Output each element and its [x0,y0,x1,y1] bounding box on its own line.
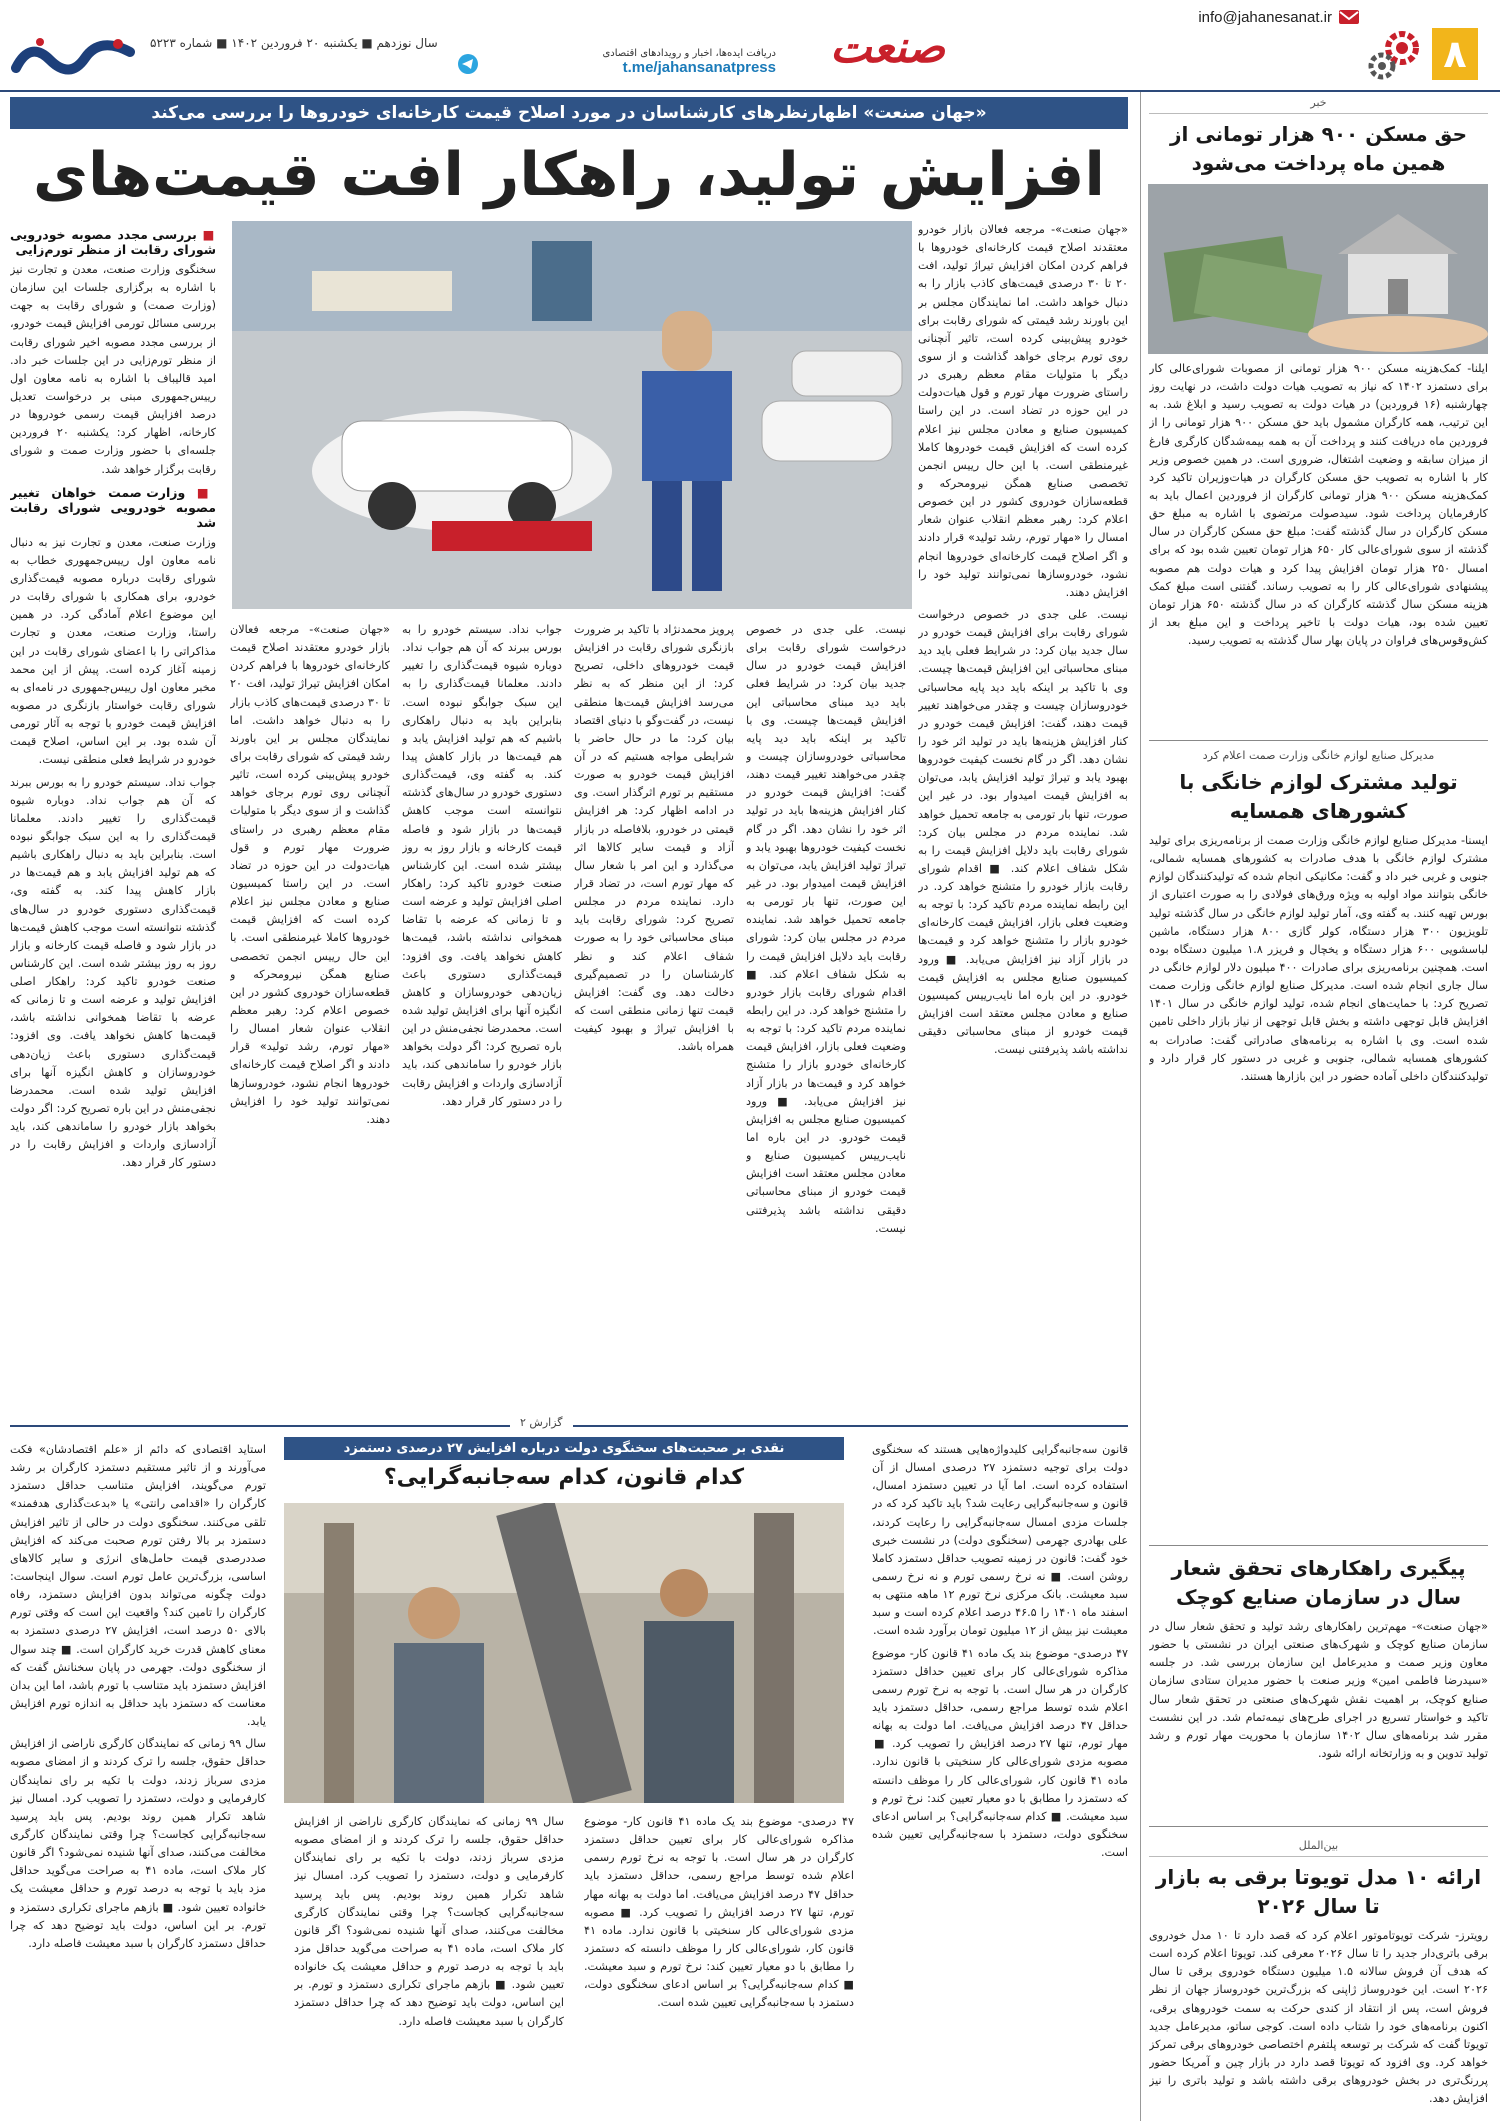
email-icon [1338,8,1360,26]
wage-report [10,1416,1128,2115]
story-toyota-text: رویترز- شرکت تویوتاموتور اعلام کرد که قصد دارد تا ۱۰ مدل خودروی برقی باتری‌دار جدید را تا سال ۲۰۲۶ معرفی کند. تویوتا اعلام کرده است که هدف آن فروش سالانه ۱.۵ میلیون دستگاه خودروی برقی تا سال ۲۰۲۶ است. این خودروساز ژاپنی که بزرگ‌ترین خودروساز جهان از نظر فروش است، پس از انتقاد از کندی حرکت به سمت خودروهای برقی، اکنون برنامه‌های خود را شتاب داده است. کوجی ساتو، مدیرعامل جدید تویوتا گفت که شرکت بر توسعه پلتفرم اختصاصی خودروهای برقی تمرکز خواهد کرد. وی افزود که تویوتا قصد دارد در بازار چین و آمریکا حضور پررنگ‌تری در بخش خودروهای برقی داشته باشد و تولید باتری را نیز افزایش دهد. [1149,1929,1488,2106]
article-col-1 [918,221,1128,1451]
article-paragraph: نیست. علی جدی در خصوص درخواست شورای رقابت برای افزایش قیمت خودرو در سال جدید بیان کرد: در شرایط فعلی باید دید مبنای محاسباتی این افزایش قیمت‌ها چیست. وی با تاکید بر اینکه باید دید پایه محاسباتی خودروسازان چیست و چقدر می‌خواهند تغییر قیمت دهند، گفت: افزایش قیمت خودرو در کنار افزایش هزینه‌ها باید در تولید اثر خود را نشان دهد. اگر در گام نخست کیفیت خودروها بهبود یابد و تیراژ تولید افزایش یابد، می‌توان به افزایش قیمت امیدوار بود. در غیر این صورت، تنها بار تورمی به جامعه تحمیل خواهد شد. نماینده مردم در مجلس بیان کرد: شورای رقابت باید دلایل افزایش قیمت را به شکل شفاف اعلام کند. ■ اقدام شورای رقابت بازار خودرو را متشنج خواهد کرد. در این رابطه نماینده مردم تاکید کرد: با توجه به وضعیت فعلی بازار، افزایش قیمت کارخانه‌ای خودرو بازار را متشنج خواهد کرد و قیمت‌ها در بازار آزاد نیز افزایش می‌یابد. ■ ورود کمیسیون صنایع مجلس به افزایش قیمت خودرو. در این باره اما نایب‌رییس کمیسیون صنایع و معادن مجلس معتقد است افزایش قیمت خودرو از مبنای محاسباتی دقیقی نداشته باشد پذیرفتنی نیست. [746,623,906,1235]
telegram-icon[interactable] [458,54,478,74]
email-address[interactable]: info@jahanesanat.ir [1198,8,1332,26]
article-paragraph: پرویز محمدنژاد با تاکید بر ضرورت بازنگری شورای رقابت در افزایش قیمت خودروهای داخلی، تصریح کرد: از این منظر که به نظر می‌رسد افزایش قیمت‌ها منطقی نیست، در گفت‌وگو با دنیای اقتصاد بیان کرد: ما در حال حاضر با شرایطی مواجه هستیم که در آن افزایش قیمت خودرو به صورت مستقیم بر تورم اثرگذار است. وی در ادامه اظهار کرد: هر افزایش قیمتی در خودرو، بلافاصله در بازار آزاد و قیمت سایر کالاها اثر می‌گذارد و این امر با شعار سال که مهار تورم است، در تضاد قرار دارد. نماینده مردم در مجلس تصریح کرد: شورای رقابت باید مبنای محاسباتی خود را به صورت شفاف اعلام کند و نظر کارشناسان را در تصمیم‌گیری دخالت دهد. وی گفت: افزایش قیمت تنها زمانی منطقی است که با افزایش تیراژ و بهبود کیفیت همراه باشد. [574,623,734,1054]
article-paragraph: سخنگوی وزارت صنعت، معدن و تجارت نیز با اشاره به برگزاری جلسات این سازمان (وزارت صمت) و شورای رقابت به جهت بررسی مسائل تورمی افزایش قیمت خودرو، از بررسی مجدد مصوبه اخیر شورای رقابت از منظر تورم‌زایی در این جلسات خبر داد. امید قالیباف با اشاره به نامه معاون اول رییس‌جمهوری مبنی بر درخواست تعدیل درصد افزایش قیمت رسمی خودروها در کارخانه، اظهار کرد: یکشنبه ۲۰ فروردین جلسه‌ای با حضور وزارت صمت و شورای رقابت برگزار خواهد شد. [10,263,216,476]
report-paragraph: ۴۷ درصدی- موضوع بند یک ماده ۴۱ قانون کار- موضوع مذاکره شورای‌عالی کار برای تعیین حداقل دستمزد کارگران در هر سال است. با توجه به نرخ تورم رسمی اعلام شده توسط مراجع رسمی، حداقل دستمزد باید حداقل ۴۷ درصد افزایش می‌یافت. اما دولت به بهانه مهار تورم، تنها ۲۷ درصد افزایش را تصویب کرد. ■ مصوبه مزدی شورای‌عالی کار سنخیتی با قانون ندارد. ماده ۴۱ قانون کار، شورای‌عالی کار را موظف دانسته که دستمزد را مطابق با دو معیار تعیین کند: نرخ تورم و سبد معیشت. ■ کدام سه‌جانبه‌گرایی؟ بر اساس ادعای سخنگوی دولت، دستمزد با سه‌جانبه‌گرایی تعیین شده است. [872,1646,1128,1860]
report-paragraph: قانون سه‌جانبه‌گرایی کلیدواژه‌هایی هستند که سخنگوی دولت برای توجیه دستمزد ۲۷ درصدی امسال از آن استفاده کرده است. اما آیا در تعیین دستمزد امسال، قانون و سه‌جانبه‌گرایی رعایت شد؟ باید تاکید کرد که در جلسات مزدی امسال سه‌جانبه‌گرایی را رعایت کردند، علی بهادری جهرمی (سخنگوی دولت) در نشست خبری خود گفت: قانون در زمینه تصویب حداقل دستمزد کاملا روشن است. ■ نه نرخ رسمی تورم و نه نرخ رسمی سبد معیشت. بانک مرکزی نرخ تورم ۱۲ ماهه منتهی به اسفند ماه ۱۴۰۱ را ۴۶.۵ درصد اعلام کرده است و سبد معیشت نیز بیش از ۱۲ میلیون تومان برآورد شده است. [872,1443,1128,1638]
article-col-3 [574,621,734,1451]
construction-workers-photo [284,1503,844,1803]
report-paragraph: استاید اقتصادی که دائم از «علم اقتصادشان» فکت می‌آورند و از تاثیر مستقیم دستمزد کارگران بر رشد تورم می‌گویند، افزایش متناسب حداقل دستمزد کارگران را «اقدامی رانتی» یا «بدعت‌گذاری هدفمند» تلقی می‌کنند. سخنگوی دولت در حالی از تاثیر افزایش دستمزد بر بالا رفتن تورم صحبت می‌کند که افزایش صددرصدی قیمت حامل‌های انرژی و سایر کالاهای اساسی، بزرگ‌ترین عامل تورم است. سوال اینجاست: دولت چگونه می‌تواند بدون افزایش دستمزد، رفاه کارگران را تامین کند؟ واقعیت این است که وقتی تورم بالای ۵۰ درصد است، افزایش ۲۷ درصدی دستمزد به معنای کاهش قدرت خرید کارگران است. ■ چند سوال از سخنگوی دولت. جهرمی در پایان سخنانش گفت که افزایش دستمزد باید متناسب با تورم باشد، اما این بدان معناست که دستمزد باید حداقل به اندازه تورم افزایش یابد. [10,1443,266,1729]
story-housing-text: ایلنا- کمک‌هزینه مسکن ۹۰۰ هزار تومانی از مصوبات شورای‌عالی کار برای دستمزد ۱۴۰۲ که نیاز به تصویب هیات دولت داشت، در نهایت روز چهارشنبه (۱۶ فروردین) در هیات دولت به تصویب رسید و ابلاغ شد. به این ترتیب، همه کارگران مشمول باید حق مسکن ۹۰۰ هزار تومانی را از فروردین ماه دریافت کنند و پرداخت آن به همه بیمه‌شدگان کارگری فارغ از میزان سابقه و وضعیت اشتغال، ضروری است. در همین خصوص وزیر کار با اشاره به تصویب حق مسکن کارگران در هیات‌وزیران تاکید کرد کمک‌هزینه مسکن ۹۰۰ هزار تومانی کارگران از فروردین اعمال باید به کارفرمایان پرداخت شود. سیدصولت مرتضوی با اشاره به مبلغ حق مسکن کارگران در سال گذشته گفت: مبلغ حق مسکن کارگران در سال گذشته از سوی شورای‌عالی کار ۶۵۰ هزار تومان تعیین شده بود که برای امسال ۲۵۰ هزار تومان افزایش پیدا کرد و هیات دولت هم مصوبه پیشنهادی شورای‌عالی کار را به تصویب رساند. گفتنی است مبلغ کمک هزینه مسکن سال گذشته کارگران که در سال گذشته ۶۵۰ هزار تومان تعیین شده بود، هیات دولت با تاخیر پرداخت و این مبلغ بعد از کش‌وقوس‌های فراوان در پایان بهار سال گذشته به تصویب رسید. [1149,362,1488,648]
page-number: ۸ [1432,28,1478,80]
report-col-2 [584,1813,854,2113]
divider [1149,740,1488,741]
jahan-sanat-logo [10,30,140,84]
news-label: خبر [1149,92,1488,114]
international-label: بین‌الملل [1149,1835,1488,1857]
report-paragraph: سال ۹۹ زمانی که نمایندگان کارگری ناراضی از افزایش حداقل حقوق، جلسه را ترک کردند و از امضای مصوبه مزدی سرباز زدند، دولت با تکیه بر رای نمایندگان کارفرمایی و دولت، دستمزد را تصویب کرد. امسال نیز شاهد تکرار همین روند بودیم. پس باید پرسید سه‌جانبه‌گرایی کجاست؟ چرا وقتی نمایندگان کارگری مخالفت می‌کنند، صدای آنها شنیده نمی‌شود؟ اگر قانون کار ملاک است، ماده ۴۱ به صراحت می‌گوید حداقل مزد باید با توجه به درصد تورم و حداقل معیشت یک خانواده تعیین شود. ■ بازهم ماجرای تکراری دستمزد و تورم. بر این اساس، دولت باید توضیح دهد که چرا حداقل دستمزد کارگران با سبد معیشت فاصله دارد. [10,1737,266,1950]
report-col-3 [294,1813,564,2113]
article-paragraph: نیست. علی جدی در خصوص درخواست شورای رقابت برای افزایش قیمت خودرو در سال جدید بیان کرد: در شرایط فعلی باید دید مبنای محاسباتی این افزایش قیمت‌ها چیست. وی با تاکید بر اینکه باید دید پایه محاسباتی خودروسازان چیست و چقدر می‌خواهند تغییر قیمت دهند، گفت: افزایش قیمت خودرو در کنار افزایش هزینه‌ها باید در تولید اثر خود را نشان دهد. اگر در گام نخست کیفیت خودروها بهبود یابد و تیراژ تولید افزایش یابد، می‌توان به افزایش قیمت امیدوار بود. در غیر این صورت، تنها بار تورمی به جامعه تحمیل خواهد شد. نماینده مردم در مجلس بیان کرد: شورای رقابت باید دلایل افزایش قیمت را به شکل شفاف اعلام کند. ■ اقدام شورای رقابت بازار خودرو را متشنج خواهد کرد. در این رابطه نماینده مردم تاکید کرد: با توجه به وضعیت فعلی بازار، افزایش قیمت کارخانه‌ای خودرو بازار را متشنج خواهد کرد و قیمت‌ها در بازار آزاد نیز افزایش می‌یابد. ■ ورود کمیسیون صنایع مجلس به افزایش قیمت خودرو. در این باره اما نایب‌رییس کمیسیون صنایع و معادن مجلس معتقد است افزایش قیمت خودرو از مبنای محاسباتی دقیقی نداشته باشد پذیرفتنی نیست. [918,607,1128,1057]
report-col-1 [872,1441,1128,2111]
story-appliance-text: ایسنا- مدیرکل صنایع لوازم خانگی وزارت صمت از برنامه‌ریزی برای تولید مشترک لوازم خانگی با هدف صادرات به کشورهای همسایه شمالی، جنوبی و غربی خبر داد و گفت: مکانیکی انجام شده که تولیدکنندگان لوازم خانگی بتوانند مواد اولیه به ویژه ورق‌های فولادی را به صورت اعتباری از بورس تهیه کنند. به گفته وی، آمار تولید لوازم خانگی در سال گذشته تولید تلویزیون ۳۰۰ هزار دستگاه، کولر گازی ۸۰۰ هزار دستگاه، ماشین لباسشویی ۶۰۰ هزار دستگاه و یخچال و فریزر ۱.۸ میلیون دستگاه بوده است. همچنین برنامه‌ریزی برای صادرات ۴۰۰ میلیون دلار لوازم خانگی در سال جاری انجام شده است. مدیرکل صنایع لوازم خانگی وزارت صمت تصریح کرد: با حمایت‌های انجام شده، تولید لوازم خانگی در سال ۱۴۰۱ افزایش قابل توجهی داشته و بخش قابل توجهی از نیاز بازار داخلی تامین شده است. وی با اشاره به برنامه‌های صادراتی گفت: صادرات به کشورهای همسایه شمالی، جنوبی و غربی در دستور کار قرار دارد و تولیدکنندگان داخلی آماده حضور در این بازارها هستند. [1149,834,1488,1083]
article-col-2 [746,621,906,1451]
car-factory-illustration [232,221,912,609]
masthead [0,0,1500,92]
article-subhead: ■ وزارت صمت خواهان تغییر مصوبه خودرویی شورای رقابت شد [10,485,216,530]
article-col-4 [402,621,562,1451]
story-appliance-title[interactable]: تولید مشترک لوازم خانگی با کشورهای همسایه [1179,770,1458,823]
article-subhead: ■ بررسی مجدد مصوبه خودرویی شورای رقابت از منظر تورم‌زایی [10,227,216,257]
report-tag: گزارش ۲ [510,1416,573,1429]
report-supertitle: نقدی بر صحبت‌های سخنگوی دولت درباره افزایش ۲۷ درصدی دستمزد [284,1437,844,1460]
report-col-4 [10,1441,266,2111]
factory-worker-photo [232,221,912,609]
article-supertitle: «جهان صنعت» اظهارنظرهای کارشناسان در مورد اصلاح قیمت کارخانه‌ای خودروها را بررسی می‌کند [10,97,1128,129]
article-paragraph: «جهان صنعت»- مرجعه فعالان بازار خودرو معتقدند اصلاح قیمت کارخانه‌ای خودروها با فراهم کردن امکان افزایش تیراژ تولید، افت ۲۰ تا ۳۰ درصدی قیمت‌های کاذب بازار را به دنبال خواهد داشت. اما نمایندگان مجلس بر این باورند رشد قیمتی که شورای رقابت برای خودرو پیش‌بینی کرده است، تاثیر آنچنانی روی تورم برجای خواهد گذاشت و از سوی دیگر با متولیات مقام معظم رهبری در راستای ضرورت مهار تورم و قول هیات‌دولت در این حوزه در تضاد است. در این راستا کمیسیون صنایع و معادن مجلس نیز اعلام کرده است که افزایش قیمت خودروها کاملا غیرمنطقی است. با این حال رییس انجمن تخصصی صنایع همگن نیرومحرکه و قطعه‌سازان خودروی کشور در این خصوص اعلام کرد: رهبر معظم انقلاب عنوان شعار امسال را «مهار تورم، رشد تولید» قرار دادند و اگر اصلاح قیمت کارخانه‌ای خودروها انجام نشود، خودروسازها نمی‌توانند تولید خود را افزایش دهند. [918,223,1128,599]
story-small-industries-text: «جهان صنعت»- مهم‌ترین راهکارهای رشد تولید و تحقق شعار سال در سازمان صنایع کوچک و شهرک‌های صنعتی ایران در نشستی با حضور معاون وزیر صمت و مدیرعامل این سازمان بررسی شد. در جلسه «سیدرضا فاطمی امین» وزیر صنعت با حضور مدیران ستادی سازمان صنایع کوچک، بر اهمیت نقش شهرک‌های صنعتی در تحقق شعار سال تاکید و خواستار تسریع در اجرای طرح‌های نیمه‌تمام شد. در این نشست مقرر شد برنامه‌های سال ۱۴۰۲ سازمان با محوریت مهار تورم و رشد تولید تدوین و به وزارتخانه ارائه شود. [1149,1620,1488,1760]
issue-info: سال نوزدهم ■ یکشنبه ۲۰ فروردین ۱۴۰۲ ■ شماره ۵۲۲۳ [150,36,438,50]
divider [1149,1826,1488,1827]
house-illustration [1148,184,1488,354]
article-paragraph: جواب نداد. سیستم خودرو را به بورس ببرند که آن هم جواب نداد. دوباره شیوه قیمت‌گذاری را تغییر دادند. معلمانا قیمت‌گذاری را به این سبک جوابگو نبوده است. بنابراین باید به دنبال راهکاری باشیم که هم تولید افزایش یابد و هم قیمت‌ها در بازار کاهش پیدا کند. به گفته وی، قیمت‌گذاری دستوری خودرو در سال‌های گذشته نتوانسته است موجب کاهش قیمت‌ها در بازار شود و فاصله قیمت کارخانه و بازار روز به روز بیشتر شده است. این کارشناس صنعت خودرو تاکید کرد: راهکار اصلی افزایش تولید و عرضه است و تا زمانی که عرضه با تقاضا همخوانی نداشته باشد، قیمت‌ها کاهش نخواهد یافت. وی افزود: قیمت‌گذاری دستوری باعث زیان‌دهی خودروسازان و کاهش انگیزه آنها برای افزایش تولید شده است. محمدرضا نجفی‌منش در این باره تصریح کرد: اگر دولت بخواهد بازار خودرو را ساماندهی کند، باید آزادسازی واردات و افزایش رقابت را در دستور کار قرار دهد. [402,623,562,1108]
main-article [10,92,1128,1456]
workers-illustration [284,1503,844,1803]
telegram-promo[interactable] [476,48,776,76]
logo-center: صنعت [830,22,946,73]
article-headline[interactable]: افزایش تولید، راهکار افت قیمت‌های [33,140,1105,210]
right-sidebar [1140,92,1488,2121]
story-small-industries-title[interactable]: پیگیری راهکارهای تحقق شعار سال در سازمان صنایع کوچک [1171,1556,1466,1609]
story-appliance-kicker: مدیرکل صنایع لوازم خانگی وزارت صمت اعلام کرد [1202,749,1435,762]
divider [1149,1545,1488,1546]
report-paragraph: ۴۷ درصدی- موضوع بند یک ماده ۴۱ قانون کار- موضوع مذاکره شورای‌عالی کار برای تعیین حداقل دستمزد کارگران در هر سال است. با توجه به نرخ تورم رسمی اعلام شده توسط مراجع رسمی، حداقل دستمزد باید حداقل ۴۷ درصد افزایش می‌یافت. اما دولت به بهانه مهار تورم، تنها ۲۷ درصد افزایش را تصویب کرد. ■ مصوبه مزدی شورای‌عالی کار سنخیتی با قانون ندارد. ماده ۴۱ قانون کار، شورای‌عالی کار را موظف دانسته که دستمزد را مطابق با دو معیار تعیین کند: نرخ تورم و سبد معیشت. ■ کدام سه‌جانبه‌گرایی؟ بر اساس ادعای سخنگوی دولت، دستمزد با سه‌جانبه‌گرایی تعیین شده است. [584,1815,854,2010]
article-paragraph: «جهان صنعت»- مرجعه فعالان بازار خودرو معتقدند اصلاح قیمت کارخانه‌ای خودروها با فراهم کردن امکان افزایش تیراژ تولید، افت ۲۰ تا ۳۰ درصدی قیمت‌های کاذب بازار را به دنبال خواهد داشت. اما نمایندگان مجلس بر این باورند رشد قیمتی که شورای رقابت برای خودرو پیش‌بینی کرده است، تاثیر آنچنانی روی تورم برجای خواهد گذاشت و از سوی دیگر با متولیات مقام معظم رهبری در راستای ضرورت مهار تورم و قول هیات‌دولت در این حوزه در تضاد است. در این راستا کمیسیون صنایع و معادن مجلس نیز اعلام کرده است که افزایش قیمت خودروها کاملا غیرمنطقی است. با این حال رییس انجمن تخصصی صنایع همگن نیرومحرکه و قطعه‌سازان خودروی کشور در این خصوص اعلام کرد: رهبر معظم انقلاب عنوان شعار امسال را «مهار تورم، رشد تولید» قرار دادند و اگر اصلاح قیمت کارخانه‌ای خودروها انجام نشود، خودروسازها نمی‌توانند تولید خود را افزایش دهند. [230,623,390,1126]
telegram-link[interactable]: t.me/jahansanatpress [622,59,776,76]
article-col-6 [10,221,216,1451]
email-contact[interactable] [1198,8,1360,26]
article-paragraph: وزارت صنعت، معدن و تجارت نیز به دنبال نامه معاون اول رییس‌جمهوری خطاب به شورای رقابت درباره مصوبه قیمت‌گذاری خودرو، برای همکاری با شورای رقابت در این موضوع اعلام آمادگی کرد. در همین راستا، وزارت صنعت، معدن و تجارت مذاکراتی را با اعضای شورای رقابت در این زمینه آغاز کرده است. پیش از این محمد مخبر معاون اول رییس‌جمهوری در نامه‌ای به شورای رقابت خواستار بازنگری در مصوبه افزایش قیمت خودرو با توجه به آثار تورمی آن شده بود. بر این اساس، اصلاح قیمت خودرو در شرایط فعلی منطقی نیست. [10,535,216,767]
gear-icon [1362,22,1426,86]
report-headline[interactable]: کدام قانون، کدام سه‌جانبه‌گرایی؟ [383,1465,745,1490]
report-paragraph: سال ۹۹ زمانی که نمایندگان کارگری ناراضی از افزایش حداقل حقوق، جلسه را ترک کردند و از امضای مصوبه مزدی سرباز زدند، دولت با تکیه بر رای نمایندگان کارفرمایی و دولت، دستمزد را تصویب کرد. امسال نیز شاهد تکرار همین روند بودیم. پس باید پرسید سه‌جانبه‌گرایی کجاست؟ چرا وقتی نمایندگان کارگری مخالفت می‌کنند، صدای آنها شنیده نمی‌شود؟ اگر قانون کار ملاک است، ماده ۴۱ به صراحت می‌گوید حداقل مزد باید با توجه به درصد تورم و حداقل معیشت یک خانواده تعیین شود. ■ بازهم ماجرای تکراری دستمزد و تورم. بر این اساس، دولت باید توضیح دهد که چرا حداقل دستمزد کارگران با سبد معیشت فاصله دارد. [294,1815,564,2028]
story-toyota-title[interactable]: ارائه ۱۰ مدل تویوتا برقی به بازار تا سال ۲۰۲۶ [1155,1865,1482,1918]
telegram-caption: دریافت ایده‌ها، اخبار و رویدادهای اقتصادی [602,48,776,59]
house-money-photo [1149,184,1488,354]
article-col-5 [230,621,390,1451]
article-paragraph: جواب نداد. سیستم خودرو را به بورس ببرند که آن هم جواب نداد. دوباره شیوه قیمت‌گذاری را تغییر دادند. معلمانا قیمت‌گذاری را به این سبک جوابگو نبوده است. بنابراین باید به دنبال راهکاری باشیم که هم تولید افزایش یابد و هم قیمت‌ها در بازار کاهش پیدا کند. به گفته وی، قیمت‌گذاری دستوری خودرو در سال‌های گذشته نتوانسته است موجب کاهش قیمت‌ها در بازار شود و فاصله قیمت کارخانه و بازار روز به روز بیشتر شده است. این کارشناس صنعت خودرو تاکید کرد: راهکار اصلی افزایش تولید و عرضه است و تا زمانی که عرضه با تقاضا همخوانی نداشته باشد، قیمت‌ها کاهش نخواهد یافت. وی افزود: قیمت‌گذاری دستوری باعث زیان‌دهی خودروسازان و کاهش انگیزه آنها برای افزایش تولید شده است. محمدرضا نجفی‌منش در این باره تصریح کرد: اگر دولت بخواهد بازار خودرو را ساماندهی کند، باید آزادسازی واردات و افزایش رقابت را در دستور کار قرار دهد. [10,775,216,1170]
story-housing-title[interactable]: حق مسکن ۹۰۰ هزار تومانی از همین ماه پرداخت می‌شود [1170,122,1467,175]
article-columns [10,221,1128,1456]
